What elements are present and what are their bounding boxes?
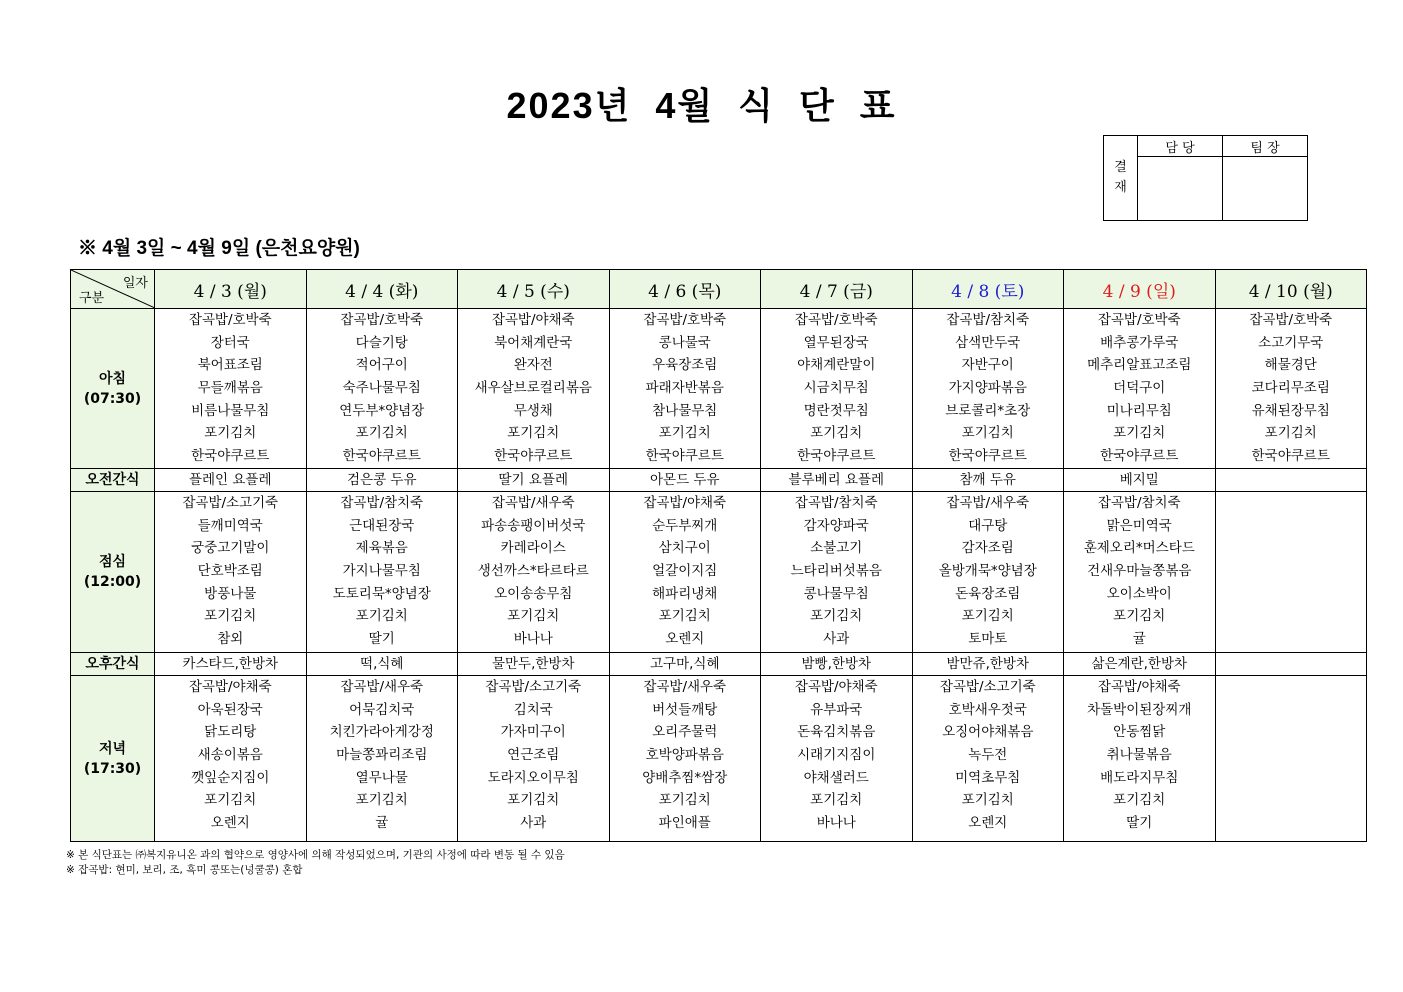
category-lunch	[71, 492, 155, 653]
menu-item: 유부파국	[810, 701, 863, 718]
breakfast-row	[71, 309, 1367, 469]
menu-item: 잡곡밥/야채죽	[491, 312, 575, 328]
menu-item: 오이소박이	[1106, 585, 1172, 602]
breakfast-cell	[306, 309, 458, 469]
menu-item: 우육장조림	[652, 357, 718, 374]
menu-item: 단호박조림	[197, 563, 263, 580]
menu-item: 차돌박이된장찌개	[1087, 701, 1192, 718]
menu-item: 장터국	[210, 334, 250, 351]
menu-item: 한국야쿠르트	[797, 448, 876, 465]
menu-item: 브로콜리*초장	[945, 402, 1031, 419]
breakfast-cell	[155, 309, 307, 469]
pm-snack-row	[71, 653, 1367, 676]
lunch-cell	[761, 492, 913, 653]
menu-item: 잡곡밥/야채죽	[794, 679, 878, 695]
menu-item: 숙주나물무침	[342, 380, 421, 397]
menu-item: 잡곡밥/소고기죽	[939, 679, 1036, 695]
menu-item: 버섯들깨탕	[652, 701, 718, 718]
menu-item: 포기김치	[961, 608, 1014, 625]
menu-item: 마늘쫑꽈리조림	[336, 747, 428, 764]
menu-item: 잡곡밥/야채죽	[1097, 679, 1181, 695]
menu-item: 잡곡밥/야채죽	[643, 495, 727, 511]
lunch-row	[71, 492, 1367, 653]
lunch-cell	[609, 492, 761, 653]
menu-item: 안동찜닭	[1113, 724, 1166, 741]
pm-snack-cell: 삶은계란,한방차	[1064, 653, 1216, 676]
menu-item: 적어구이	[355, 357, 408, 374]
menu-item: 느타리버섯볶음	[790, 563, 882, 580]
lunch-cell	[1064, 492, 1216, 653]
footnotes	[66, 848, 565, 878]
menu-item: 북어채계란국	[494, 334, 573, 351]
menu-item: 잡곡밥/참치죽	[794, 495, 878, 511]
menu-item: 시래기지짐이	[797, 747, 876, 764]
menu-item: 포기김치	[658, 425, 711, 442]
pm-snack-cell	[1215, 653, 1367, 676]
menu-item: 무들깨볶음	[197, 380, 263, 397]
lunch-cell	[458, 492, 610, 653]
dinner-row	[71, 676, 1367, 842]
category-dinner	[71, 676, 155, 842]
menu-item: 포기김치	[1113, 608, 1166, 625]
menu-item: 포기김치	[810, 608, 863, 625]
menu-item: 파인애플	[658, 815, 711, 832]
menu-item: 어묵김치국	[349, 701, 415, 718]
category-lunch-time: (12:00)	[83, 574, 142, 590]
menu-item: 새송이볶음	[197, 747, 263, 764]
menu-item: 딸기	[1126, 815, 1153, 832]
menu-item: 닭도리탕	[204, 724, 257, 741]
day-header: 4 / 7 (금)	[761, 270, 913, 309]
menu-item: 잡곡밥/참치죽	[1097, 495, 1181, 511]
menu-item: 김치국	[513, 701, 553, 718]
menu-item: 새우살브로컬리볶음	[474, 380, 592, 397]
menu-table	[70, 269, 1367, 842]
category-dinner-label: 저녁	[98, 740, 127, 757]
menu-item: 잡곡밥/호박죽	[340, 312, 424, 328]
menu-item: 포기김치	[507, 425, 560, 442]
menu-item: 오리주물럭	[652, 724, 718, 741]
menu-item: 완자전	[513, 357, 553, 374]
menu-item: 잡곡밥/새우죽	[946, 495, 1030, 511]
category-breakfast-time: (07:30)	[83, 390, 142, 407]
menu-item: 도라지오이무침	[487, 769, 579, 786]
menu-item: 포기김치	[961, 425, 1014, 442]
menu-item: 미나리무침	[1106, 402, 1172, 419]
menu-item: 다슬기탕	[355, 334, 408, 351]
menu-item: 맑은미역국	[1106, 517, 1172, 534]
breakfast-cell	[609, 309, 761, 469]
lunch-cell	[155, 492, 307, 653]
menu-item: 배추콩가루국	[1100, 334, 1179, 351]
menu-item: 한국야쿠르트	[191, 448, 270, 465]
dinner-cell	[458, 676, 610, 842]
menu-item: 포기김치	[204, 425, 257, 442]
footnote-2: ※ 잡곡밥: 현미, 보리, 조, 흑미 콩또는(넝쿨콩) 혼합	[66, 864, 303, 876]
approval-label-1: 결	[1114, 160, 1127, 175]
menu-item: 잡곡밥/소고기죽	[485, 679, 582, 695]
menu-item: 가지나물무침	[342, 563, 421, 580]
menu-item: 귤	[375, 815, 389, 832]
menu-item: 녹두전	[968, 747, 1008, 764]
menu-item: 토마토	[968, 631, 1008, 648]
menu-item: 포기김치	[961, 792, 1014, 809]
lunch-cell	[912, 492, 1064, 653]
menu-item: 무생채	[513, 402, 553, 419]
menu-item: 취나물볶음	[1106, 747, 1172, 764]
menu-item: 들깨미역국	[197, 517, 263, 534]
menu-item: 포기김치	[355, 608, 408, 625]
menu-item: 포기김치	[658, 792, 711, 809]
am-snack-cell	[1215, 469, 1367, 492]
am-snack-cell: 아몬드 두유	[609, 469, 761, 492]
menu-item: 소고기무국	[1258, 334, 1324, 351]
am-snack-row	[71, 469, 1367, 492]
menu-item: 양배추찜*쌈장	[642, 769, 728, 786]
menu-item: 한국야쿠르트	[1100, 448, 1179, 465]
pm-snack-cell: 카스타드,한방차	[155, 653, 307, 676]
corner-date-label: 일자	[122, 276, 148, 291]
approval-sign-manager	[1138, 157, 1223, 221]
pm-snack-cell: 물만두,한방차	[458, 653, 610, 676]
menu-item: 한국야쿠르트	[494, 448, 573, 465]
week-subtitle: ※ 4월 3일 ~ 4월 9일 (은천요양원)	[78, 238, 360, 259]
menu-item: 올방개묵*양념장	[938, 563, 1037, 580]
menu-item: 가지양파볶음	[948, 380, 1027, 397]
menu-item: 소불고기	[810, 540, 863, 557]
dinner-cell	[1215, 676, 1367, 842]
menu-item: 포기김치	[810, 792, 863, 809]
menu-item: 잡곡밥/호박죽	[794, 312, 878, 328]
menu-item: 명란젓무침	[803, 402, 869, 419]
approval-label-2: 재	[1114, 180, 1127, 195]
approval-label	[1104, 136, 1138, 221]
dinner-cell	[306, 676, 458, 842]
menu-item: 포기김치	[658, 608, 711, 625]
lunch-cell	[306, 492, 458, 653]
menu-item: 콩나물무침	[803, 585, 869, 602]
menu-item: 메추리알표고조림	[1087, 357, 1192, 374]
menu-item: 야채샐러드	[803, 769, 869, 786]
breakfast-cell	[912, 309, 1064, 469]
menu-item: 포기김치	[355, 425, 408, 442]
menu-item: 잡곡밥/참치죽	[340, 495, 424, 511]
menu-item: 호박새우젓국	[948, 701, 1027, 718]
menu-item: 딸기	[368, 631, 395, 648]
am-snack-cell: 베지밀	[1064, 469, 1216, 492]
am-snack-cell: 참깨 두유	[912, 469, 1064, 492]
menu-item: 오징어야채볶음	[942, 724, 1034, 741]
menu-item: 해파리냉채	[652, 585, 718, 602]
day-header: 4 / 5 (수)	[458, 270, 610, 309]
pm-snack-cell: 떡,식혜	[306, 653, 458, 676]
menu-item: 얼갈이지짐	[652, 563, 718, 580]
menu-item: 포기김치	[204, 608, 257, 625]
menu-item: 시금치무침	[803, 380, 869, 397]
menu-item: 오렌지	[665, 631, 705, 648]
breakfast-cell	[1215, 309, 1367, 469]
day-header: 4 / 3 (월)	[155, 270, 307, 309]
category-am-snack: 오전간식	[71, 469, 155, 492]
menu-item: 포기김치	[355, 792, 408, 809]
approval-col-team-lead: 팀 장	[1223, 136, 1308, 157]
am-snack-cell: 검은콩 두유	[306, 469, 458, 492]
menu-item: 연근조림	[507, 747, 560, 764]
menu-item: 사과	[520, 815, 547, 832]
menu-item: 포기김치	[204, 792, 257, 809]
menu-item: 배도라지무침	[1100, 769, 1179, 786]
breakfast-cell	[458, 309, 610, 469]
menu-item: 미역초무침	[955, 769, 1021, 786]
menu-item: 더덕구이	[1113, 380, 1166, 397]
menu-item: 연두부*양념장	[339, 402, 425, 419]
menu-item: 유채된장무침	[1251, 402, 1330, 419]
menu-item: 호박양파볶음	[645, 747, 724, 764]
menu-item: 코다리무조림	[1251, 380, 1330, 397]
menu-item: 한국야쿠르트	[342, 448, 421, 465]
menu-item: 생선까스*타르타르	[477, 563, 589, 580]
am-snack-cell: 블루베리 요플레	[761, 469, 913, 492]
am-snack-cell: 플레인 요플레	[155, 469, 307, 492]
menu-item: 오렌지	[968, 815, 1008, 832]
category-lunch-label: 점심	[98, 554, 127, 570]
menu-item: 자반구이	[961, 357, 1014, 374]
menu-item: 포기김치	[507, 792, 560, 809]
menu-item: 한국야쿠르트	[1251, 448, 1330, 465]
menu-item: 잡곡밥/새우죽	[491, 495, 575, 511]
menu-item: 삼치구이	[658, 540, 711, 557]
menu-item: 콩나물국	[658, 334, 711, 351]
lunch-cell	[1215, 492, 1367, 653]
menu-item: 비름나물무침	[191, 402, 270, 419]
menu-item: 깻잎순지짐이	[191, 769, 270, 786]
menu-item: 삼색만두국	[955, 334, 1021, 351]
menu-item: 잡곡밥/호박죽	[1097, 312, 1181, 328]
menu-item: 제육볶음	[355, 540, 408, 557]
menu-item: 근대된장국	[349, 517, 415, 534]
breakfast-cell	[761, 309, 913, 469]
dinner-cell	[912, 676, 1064, 842]
menu-item: 돈육장조림	[955, 585, 1021, 602]
corner-category-label: 구분	[79, 291, 105, 306]
footnote-1: ※ 본 식단표는 ㈜복지유니온 과의 협약으로 영양사에 의해 작성되었으며, 기관의 사정에 따라 변동 될 수 있음	[66, 849, 565, 861]
menu-item: 바나나	[513, 631, 553, 648]
menu-item: 방풍나물	[204, 585, 257, 602]
menu-item: 참나물무침	[652, 402, 718, 419]
pm-snack-cell: 고구마,식혜	[609, 653, 761, 676]
menu-item: 포기김치	[1113, 425, 1166, 442]
day-header: 4 / 9 (일)	[1064, 270, 1216, 309]
breakfast-cell	[1064, 309, 1216, 469]
menu-item: 포기김치	[1113, 792, 1166, 809]
dinner-cell	[609, 676, 761, 842]
day-header: 4 / 6 (목)	[609, 270, 761, 309]
menu-item: 잡곡밥/새우죽	[340, 679, 424, 695]
menu-item: 잡곡밥/소고기죽	[182, 495, 279, 511]
menu-item: 야채계란말이	[797, 357, 876, 374]
menu-item: 건새우마늘쫑볶음	[1087, 563, 1192, 580]
category-dinner-time: (17:30)	[83, 760, 142, 777]
menu-item: 아욱된장국	[197, 701, 263, 718]
menu-item: 오이송송무침	[494, 585, 573, 602]
dinner-cell	[155, 676, 307, 842]
day-header: 4 / 4 (화)	[306, 270, 458, 309]
menu-item: 잡곡밥/호박죽	[188, 312, 272, 328]
menu-item: 바나나	[816, 815, 856, 832]
menu-item: 열무된장국	[803, 334, 869, 351]
menu-item: 포기김치	[507, 608, 560, 625]
menu-item: 사과	[823, 631, 850, 648]
menu-item: 대구탕	[968, 517, 1008, 534]
menu-item: 도토리묵*양념장	[332, 585, 431, 602]
dinner-cell	[1064, 676, 1216, 842]
menu-item: 잡곡밥/새우죽	[643, 679, 727, 695]
menu-item: 치킨가라아게강정	[329, 724, 434, 741]
menu-item: 귤	[1132, 631, 1146, 648]
dinner-cell	[761, 676, 913, 842]
menu-item: 포기김치	[1264, 425, 1317, 442]
day-header: 4 / 8 (토)	[912, 270, 1064, 309]
category-pm-snack: 오후간식	[71, 653, 155, 676]
menu-item: 잡곡밥/호박죽	[643, 312, 727, 328]
approval-sign-team-lead	[1223, 157, 1308, 221]
menu-item: 해물경단	[1264, 357, 1317, 374]
menu-item: 궁중고기말이	[191, 540, 270, 557]
day-header: 4 / 10 (월)	[1215, 270, 1367, 309]
menu-item: 카레라이스	[500, 540, 566, 557]
menu-item: 파래자반볶음	[645, 380, 724, 397]
page-title: 2023년 4월 식 단 표	[506, 85, 897, 126]
menu-item: 한국야쿠르트	[948, 448, 1027, 465]
menu-item: 순두부찌개	[652, 517, 718, 534]
menu-item: 잡곡밥/야채죽	[188, 679, 272, 695]
menu-item: 훈제오리*머스타드	[1083, 540, 1195, 557]
menu-item: 참외	[217, 631, 244, 648]
pm-snack-cell: 밤만쥬,한방차	[912, 653, 1064, 676]
menu-item: 오렌지	[210, 815, 250, 832]
menu-item: 잡곡밥/호박죽	[1249, 312, 1333, 328]
approval-box	[1103, 135, 1308, 221]
category-breakfast-label: 아침	[98, 370, 127, 387]
menu-item: 파송송팽이버섯국	[481, 517, 586, 534]
menu-item: 가자미구이	[500, 724, 566, 741]
menu-item: 감자조림	[961, 540, 1014, 557]
corner-header	[71, 270, 155, 309]
pm-snack-cell: 밤빵,한방차	[761, 653, 913, 676]
menu-item: 북어표조림	[197, 357, 263, 374]
menu-item: 감자양파국	[803, 517, 869, 534]
menu-item: 잡곡밥/참치죽	[946, 312, 1030, 328]
approval-col-manager: 담 당	[1138, 136, 1223, 157]
menu-item: 한국야쿠르트	[645, 448, 724, 465]
am-snack-cell: 딸기 요플레	[458, 469, 610, 492]
category-breakfast	[71, 309, 155, 469]
menu-item: 포기김치	[810, 425, 863, 442]
menu-item: 돈육김치볶음	[797, 724, 876, 741]
menu-item: 열무나물	[355, 769, 408, 786]
